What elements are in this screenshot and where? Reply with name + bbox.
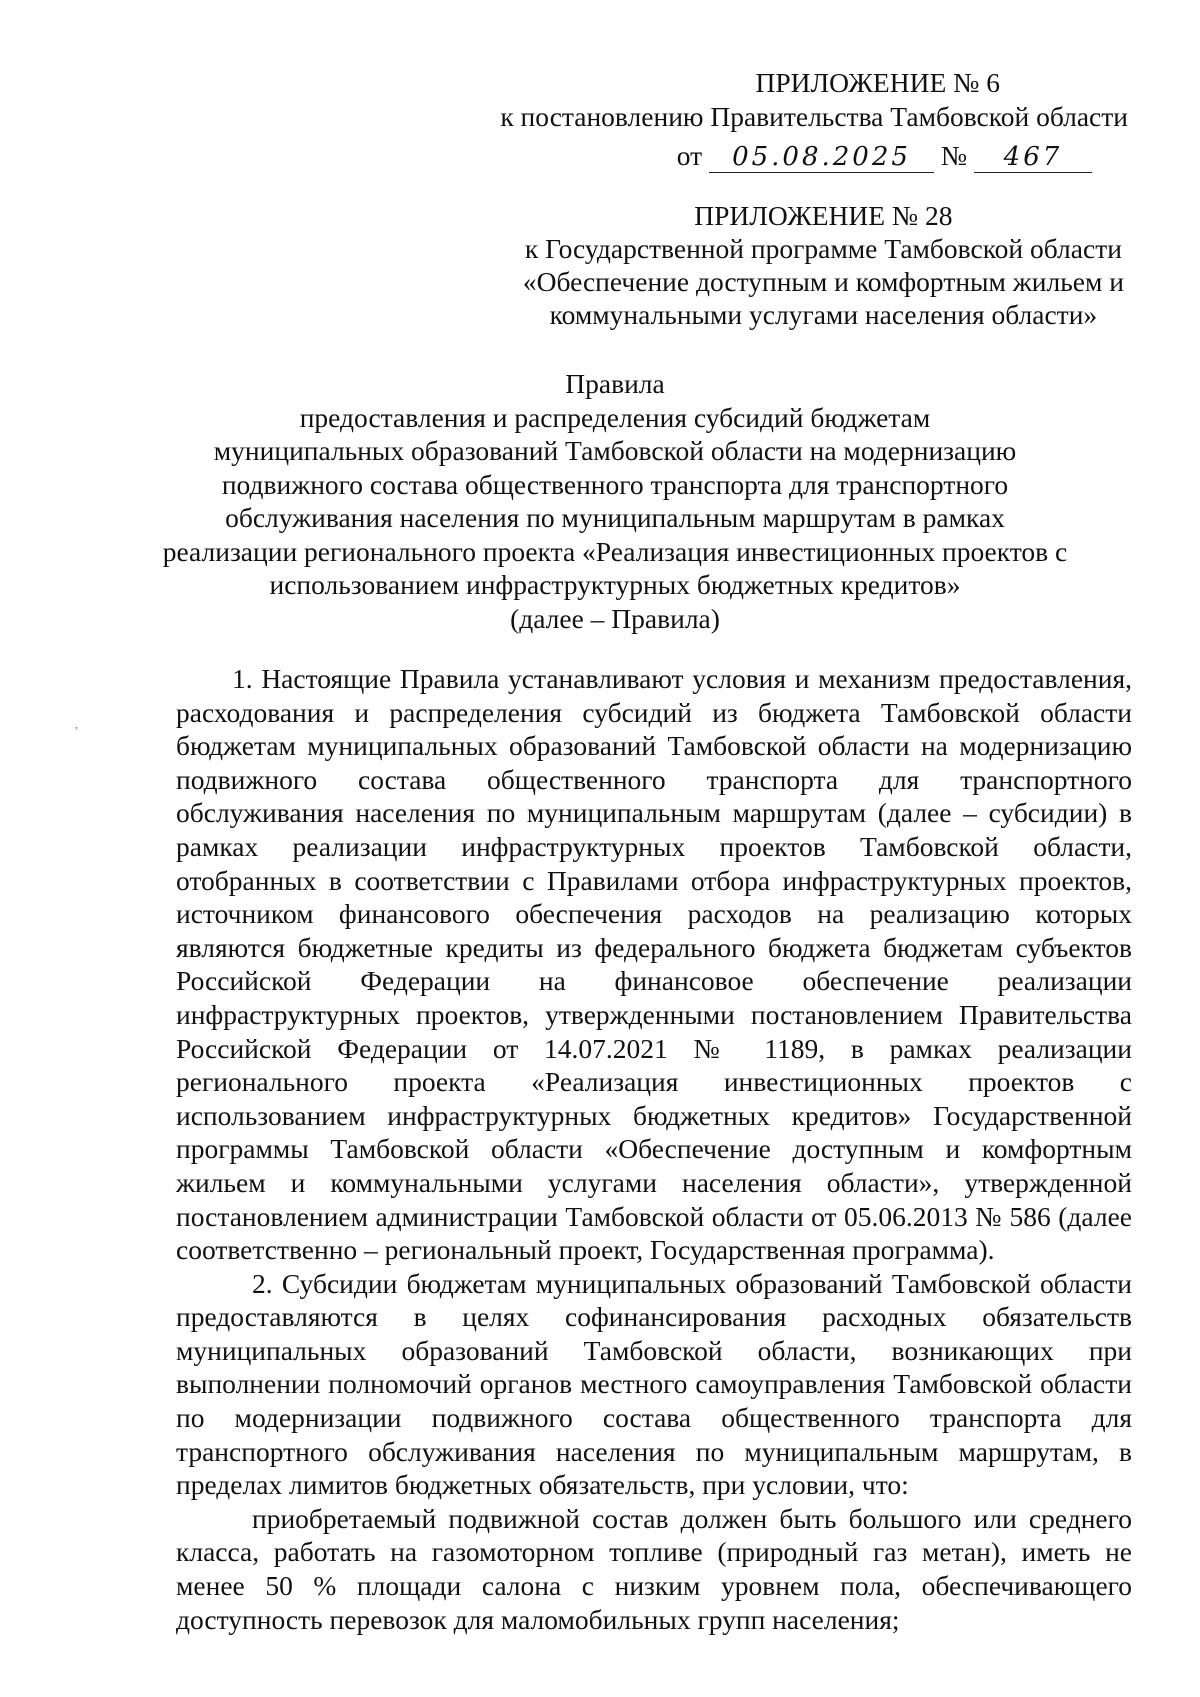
title-line-5: обслуживания населения по муниципальным маршрутам в рамках bbox=[225, 502, 1005, 533]
title-line-8: (далее – Правила) bbox=[510, 602, 720, 634]
title-line-6: реализации регионального проекта «Реализация инвестиционных проектов с bbox=[162, 535, 1068, 567]
appendix-28-line-2: «Обеспечение доступным и комфортным жильем и bbox=[522, 266, 1124, 297]
handwritten-number: 467 bbox=[974, 142, 1092, 173]
rules-body bbox=[176, 662, 1132, 1636]
resolution-date-line bbox=[500, 137, 1128, 175]
appendix-6-header bbox=[500, 66, 1128, 175]
appendix-6-subheading: к постановлению Правительства Тамбовской области bbox=[500, 101, 1128, 132]
title-line-7: использованием инфраструктурных бюджетных кредитов» bbox=[269, 569, 961, 600]
rules-title bbox=[150, 367, 1080, 635]
handwritten-date: 05.08.2025 bbox=[709, 142, 934, 173]
appendix-6-heading: ПРИЛОЖЕНИЕ № 6 bbox=[755, 67, 1000, 98]
title-line-4: подвижного состава общественного транспорта для транспортного bbox=[221, 468, 1009, 500]
paragraph-3: приобретаемый подвижной состав должен быть большого или среднего класса, работать на газомоторном топливе (природный газ метан), иметь не менее 50 % площади салона с низким уровнем пола, обеспечивающего доступность перевозок для маломобильных групп населения; bbox=[176, 1502, 1132, 1635]
title-line-2: предоставления и распределения субсидий бюджетам bbox=[299, 401, 931, 433]
scan-mark: , bbox=[75, 717, 78, 731]
appendix-28-header bbox=[523, 199, 1124, 331]
appendix-28-line-3: коммунальными услугами населения области» bbox=[549, 299, 1098, 330]
paragraph-2: 2. Субсидии бюджетам муниципальных образований Тамбовской области предоставляются в целях софинансирования расходных обязательств муниципальных образований Тамбовской области, возникающих при выполнении полномочий органов местного самоуправления Тамбовской области по модернизации подвижного состава общественного транспорта для транспортного обслуживания населения по муниципальным маршрутам, в пределах лимитов бюджетных обязательств, при условии, что: bbox=[176, 1267, 1132, 1501]
paragraph-1: 1. Настоящие Правила устанавливают условия и механизм предоставления, расходования и распределения субсидий из бюджета Тамбовской области бюджетам муниципальных образований Тамбовской области на модернизацию подвижного состава общественного транспорта для транспортного обслуживания населения по муниципальным маршрутам (далее – субсидии) в рамках реализации инфраструктурных проектов Тамбовской области, отобранных в соответствии с Правилами отбора инфраструктурных проектов, источником финансового обеспечения расходов на реализацию которых являются бюджетные кредиты из федерального бюджета бюджетам субъектов Российской Федерации на финансовое обеспечение реализации инфраструктурных проектов, утвержденными постановлением Правительства Российской Федерации от 14.07.2021 № 1189, в рамках реализации регионального проекта «Реализация инвестиционных проектов с использованием инфраструктурных бюджетных кредитов» Государственной программы Тамбовской области «Обеспечение доступным и комфортным жильем и коммунальными услугами населения области», утвержденной постановлением администрации Тамбовской области от 05.06.2013 № 586 (далее соответственно – региональный проект, Государственная программа). bbox=[176, 663, 1132, 1266]
appendix-28-heading: ПРИЛОЖЕНИЕ № 28 bbox=[694, 200, 953, 231]
date-prefix: от bbox=[676, 140, 703, 171]
title-line-3: муниципальных образований Тамбовской области на модернизацию bbox=[213, 435, 1017, 466]
title-line-1: Правила bbox=[565, 368, 665, 399]
appendix-28-line-1: к Государственной программе Тамбовской области bbox=[524, 233, 1122, 264]
number-sign: № bbox=[940, 140, 968, 171]
